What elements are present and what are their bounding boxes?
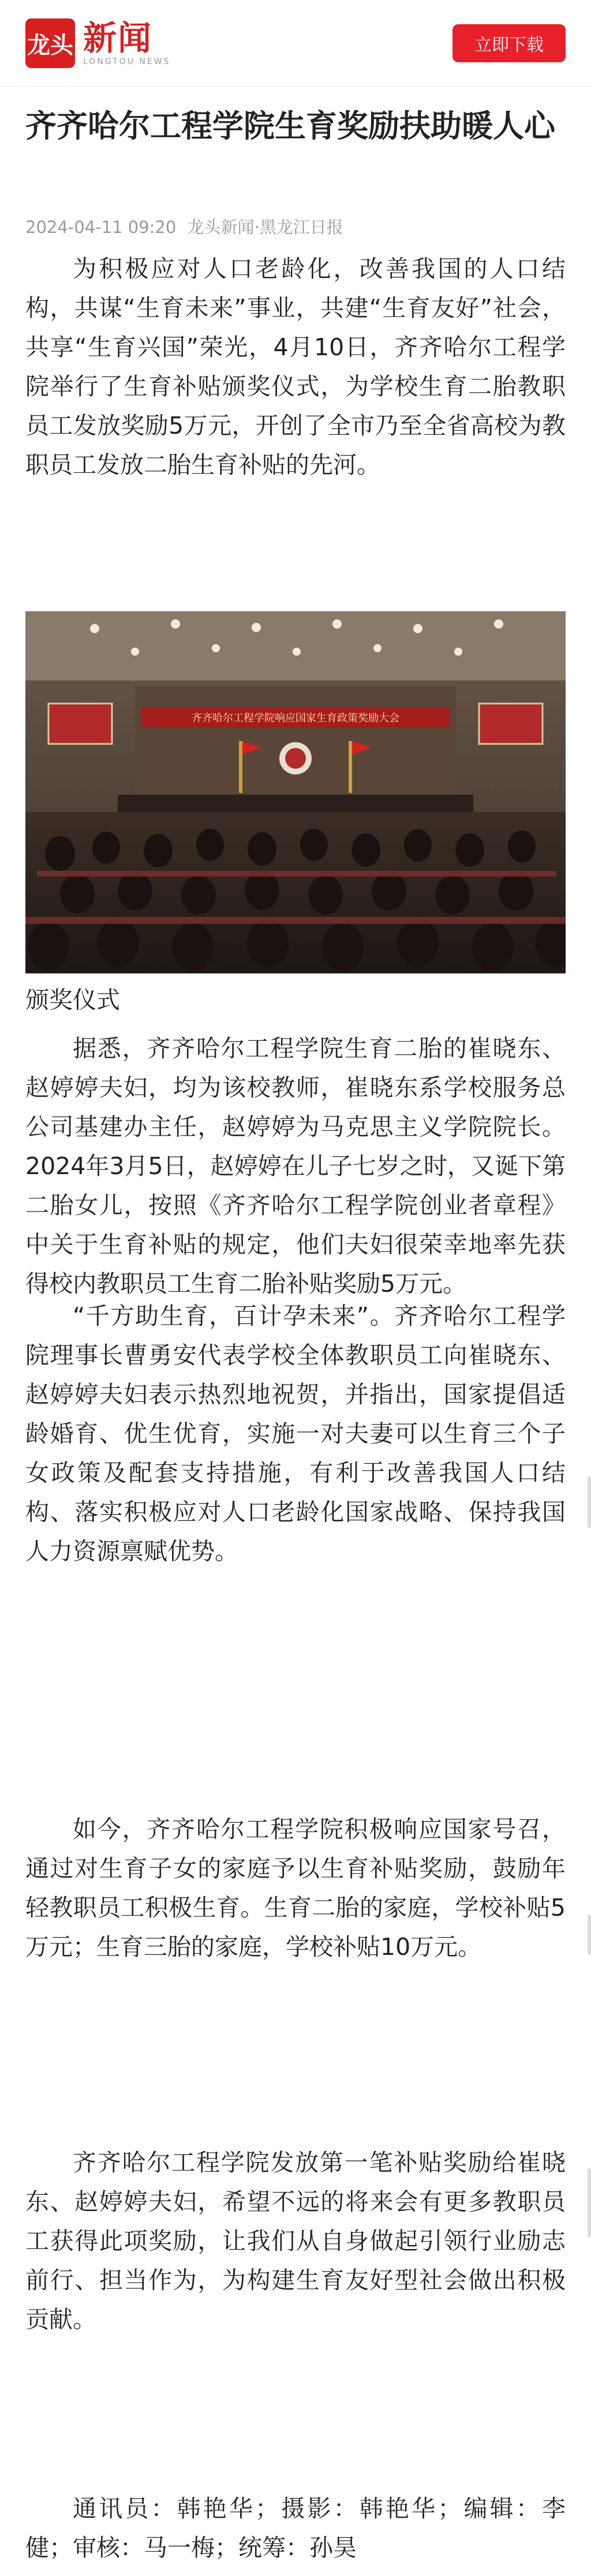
scrollbar-marker: [588, 1915, 591, 1955]
top-bar: [0, 0, 591, 87]
publish-date: 2024-04-11 09:20: [25, 217, 177, 237]
download-button[interactable]: 立即下载: [452, 24, 566, 62]
article-source: 龙头新闻·黑龙江日报: [187, 217, 343, 237]
paragraph: “千方助生育，百计孕未来”。齐齐哈尔工程学院理事长曹勇安代表学校全体教职员工向崔晓东、赵婷婷夫妇表示热烈地祝贺，并指出，国家提倡适龄婚育、优生优育，实施一对夫妻可以生育三个子女政策及配套支持措施，有利于改善我国人口结构、落实积极应对人口老龄化国家战略、保持我国人力资源禀赋优势。: [25, 1302, 566, 1565]
app-logo[interactable]: [25, 18, 170, 68]
scrollbar-marker: [588, 2168, 591, 2237]
credits: 通讯员：韩艳华；摄影：韩艳华；编辑：李健；审核：马一梅；统筹：孙昊: [25, 2495, 566, 2562]
paragraph: 为积极应对人口老龄化，改善我国的人口结构，共谋“生育未来”事业，共建“生育友好”社会，共享“生育兴国”荣光，4月10日，齐齐哈尔工程学院举行了生育补贴颁奖仪式，为学校生育二胎教职员工发放奖励5万元，开创了全市乃至全省高校为教职员工发放二胎生育补贴的先河。: [25, 255, 566, 479]
article-meta: [25, 215, 566, 238]
logo-mark: 龙头: [25, 18, 75, 68]
paragraph: 齐齐哈尔工程学院发放第一笔补贴奖励给崔晓东、赵婷婷夫妇，希望不远的将来会有更多教职员工获得此项奖励，让我们从自身做起引领行业励志前行、担当作为，为构建生育友好型社会做出积极贡献。: [25, 2149, 566, 2333]
ceremony-photo-image: [25, 611, 566, 973]
paragraph: 据悉，齐齐哈尔工程学院生育二胎的崔晓东、赵婷婷夫妇，均为该校教师，崔晓东系学校服务总公司基建办主任，赵婷婷为马克思主义学院院长。2024年3月5日，赵婷婷在儿子七岁之时，又诞下第二胎女儿，按照《齐齐哈尔工程学院创业者章程》中关于生育补贴的规定，他们夫妇很荣幸地率先获得校内教职员工生育二胎补贴奖励5万元。: [25, 1035, 566, 1298]
logo-subtext: LONGTOU NEWS: [83, 57, 171, 66]
paragraph: 如今，齐齐哈尔工程学院积极响应国家号召，通过对生育子女的家庭予以生育补贴奖励，鼓励年轻教职员工积极生育。生育二胎的家庭，学校补贴5万元；生育三胎的家庭，学校补贴10万元。: [25, 1815, 566, 1961]
ceremony-photo[interactable]: [25, 611, 566, 973]
logo-text: 新闻: [83, 18, 153, 58]
scrollbar-thumb[interactable]: [588, 1476, 591, 1528]
photo-caption: 颁奖仪式: [25, 986, 120, 1014]
banner-text: 齐齐哈尔工程学院响应国家生育政策奖励大会: [192, 712, 399, 724]
article-title: 齐齐哈尔工程学院生育奖励扶助暖人心: [25, 108, 555, 144]
